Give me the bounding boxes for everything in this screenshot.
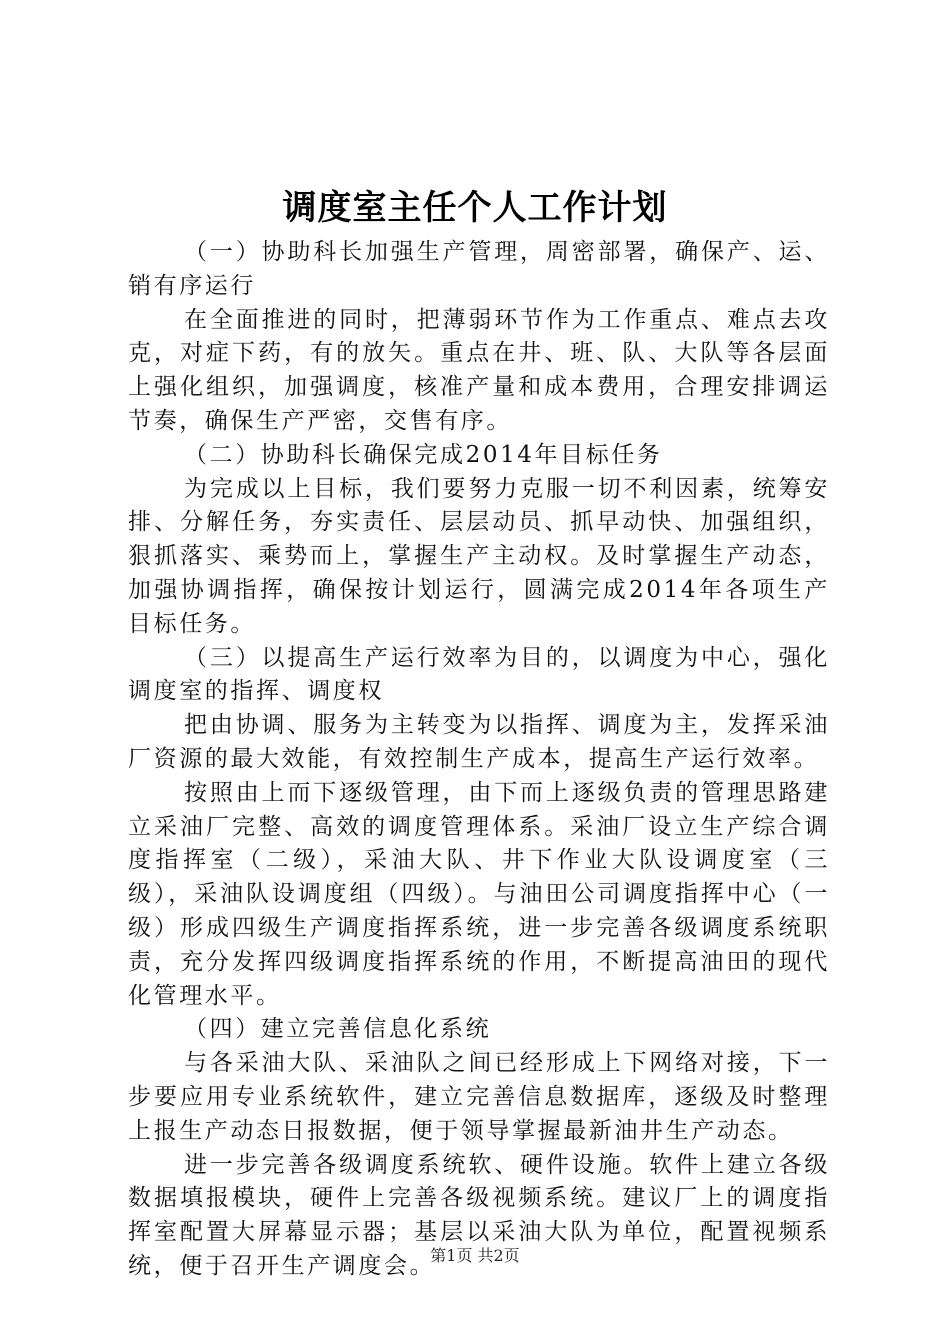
paragraph: 把由协调、服务为主转变为以指挥、调度为主，发挥采油厂资源的最大效能，有效控制生产成本，提高生产运行效率。 <box>128 712 830 772</box>
paragraph: 与各采油大队、采油队之间已经形成上下网络对接，下一步要应用专业系统软件，建立完善信息数据库，逐级及时整理上报生产动态日报数据，便于领导掌握最新油井生产动态。 <box>128 1050 830 1144</box>
paragraph: 进一步完善各级调度系统软、硬件设施。软件上建立各级数据填报模块，硬件上完善各级视频系统。建议厂上的调度指挥室配置大屏幕显示器；基层以采油大队为单位，配置视频系统，便于召开生产调度会。 <box>128 1151 830 1279</box>
document-body <box>128 236 830 1284</box>
section-heading-2: （二）协助科长确保完成2014年目标任务 <box>184 441 663 468</box>
document-title: 调度室主任个人工作计划 <box>282 188 668 228</box>
paragraph: 为完成以上目标，我们要努力克服一切不利因素，统筹安排、分解任务，夯实责任、层层动员、抓早动快、加强组织，狠抓落实、乘势而上，掌握生产主动权。及时掌握生产动态，加强协调指挥，确保按计划运行，圆满完成2014年各项生产目标任务。 <box>128 475 830 637</box>
paragraph: 按照由上而下逐级管理，由下而上逐级负责的管理思路建立采油厂完整、高效的调度管理体系。采油厂设立生产综合调度指挥室（二级），采油大队、井下作业大队设调度室（三级），采油队设调度组（四级）。与油田公司调度指挥中心（一级）形成四级生产调度指挥系统，进一步完善各级调度系统职责，充分发挥四级调度指挥系统的作用，不断提高油田的现代化管理水平。 <box>128 779 830 1009</box>
paragraph: 在全面推进的同时，把薄弱环节作为工作重点、难点去攻克，对症下药，有的放矢。重点在井、班、队、大队等各层面上强化组织，加强调度，核准产量和成本费用，合理安排调运节奏，确保生产严密，交售有序。 <box>128 306 830 434</box>
page-number-footer: 第1页 共2页 <box>430 1246 520 1265</box>
section-heading-3: （三）以提高生产运行效率为目的，以调度为中心，强化调度室的指挥、调度权 <box>128 644 830 705</box>
section-heading-1: （一）协助科长加强生产管理，周密部署，确保产、运、销有序运行 <box>128 239 830 299</box>
section-heading-4: （四）建立完善信息化系统 <box>184 1016 492 1043</box>
